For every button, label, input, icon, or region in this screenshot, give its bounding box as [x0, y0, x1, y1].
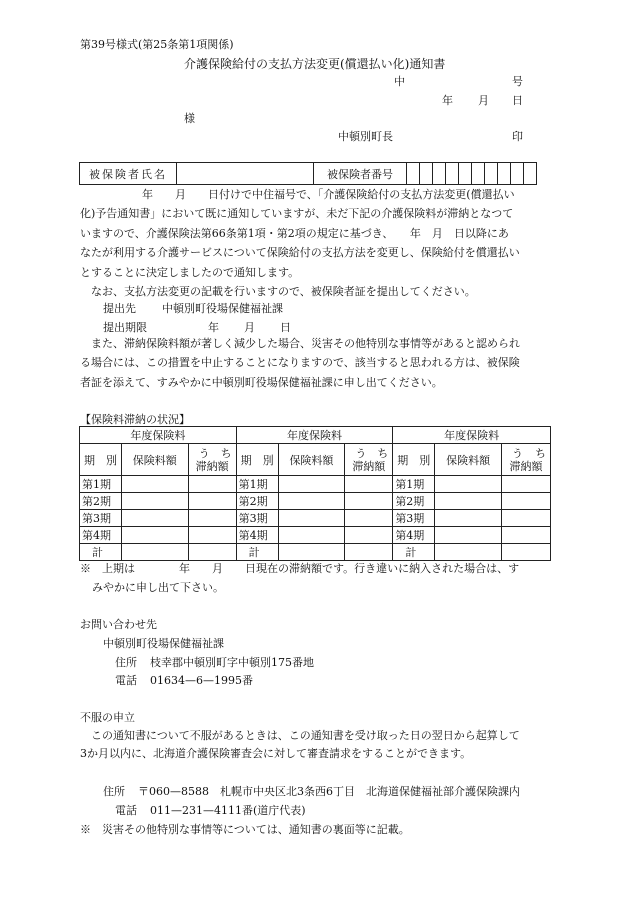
- insured-number-digit: [407, 163, 420, 185]
- period-label: 第3期: [236, 510, 278, 527]
- document-title: 介護保険給付の支払方法変更(償還払い化)通知書: [184, 57, 446, 71]
- appeal-heading: 不服の申立: [80, 711, 135, 724]
- period-label: 第2期: [80, 493, 122, 510]
- deadline-day: 日: [280, 321, 291, 334]
- col-premium-amount: 保険料額: [121, 444, 188, 476]
- fiscal-year-header: 年度保険料: [80, 427, 237, 444]
- notice-line: いますので、介護保険法第66条第1項・第2項の規定に基づき、 年 月 日以降にあ: [80, 226, 509, 240]
- total-row: [80, 544, 551, 561]
- insured-name-label: 被保険者氏名: [80, 163, 177, 185]
- insured-number-digit: [420, 163, 433, 185]
- arrears-table: [79, 426, 551, 561]
- appeal-address: 〒060—8588 札幌市中央区北3条西6丁目 北海道保健福祉部介護保険課内: [138, 785, 520, 798]
- period-label: 第3期: [393, 510, 435, 527]
- col-period: 期 別: [393, 444, 435, 476]
- insured-info-table: [79, 162, 537, 185]
- notice-line: 年 月 日付けで中住福号で、「介護保険給付の支払方法変更(償還払い: [142, 188, 515, 201]
- date-year: 年: [442, 94, 453, 107]
- insured-number-digit: [498, 163, 511, 185]
- col-arrears-amount: う ち 滞納額: [188, 444, 236, 476]
- appeal-text-continued: 3か月以内に、北海道介護保険審査会に対して審査請求をすることができます。: [80, 747, 472, 760]
- arrears-note: ※ 上期は 年 月 日現在の滞納額です。行き違いに納入された場合は、す: [80, 562, 520, 575]
- notice-line: とすることに決定しましたので通知します。: [80, 265, 300, 279]
- appeal-phone-label: 電話: [115, 804, 137, 817]
- notice-paragraph: [80, 185, 548, 301]
- period-label: 第1期: [236, 476, 278, 493]
- period-label: 第2期: [393, 493, 435, 510]
- notice-line: なたが利用する介護サービスについて保険給付の支払方法を変更し、保険給付を償還払い: [80, 246, 520, 260]
- deadline-year: 年: [208, 321, 219, 334]
- insured-number-digit: [472, 163, 485, 185]
- appeal-text: この通知書について不服があるときは、この通知書を受け取った日の翌日から起算して: [91, 729, 520, 742]
- contact-heading: お問い合わせ先: [80, 618, 157, 631]
- total-label: 計: [80, 544, 122, 561]
- period-label: 第2期: [236, 493, 278, 510]
- col-arrears-amount: う ち 滞納額: [501, 444, 550, 476]
- col-arrears-amount: う ち 滞納額: [345, 444, 393, 476]
- date-day: 日: [512, 94, 523, 107]
- doc-number-prefix: 中: [394, 75, 405, 88]
- appeal-address-label: 住所: [103, 785, 125, 798]
- insured-number-digit: [511, 163, 524, 185]
- contact-address-label: 住所: [115, 656, 137, 669]
- form-number: 第39号様式(第25条第1項関係): [80, 38, 234, 51]
- period-label: 第1期: [80, 476, 122, 493]
- fiscal-year-header: 年度保険料: [393, 427, 551, 444]
- table-row: [80, 493, 551, 510]
- fiscal-year-header: 年度保険料: [236, 427, 393, 444]
- col-premium-amount: 保険料額: [435, 444, 502, 476]
- deadline-month: 月: [244, 321, 255, 334]
- insured-name-field: [177, 163, 314, 185]
- appeal-phone: 011—231—4111番(道庁代表): [150, 804, 306, 817]
- insured-number-digit: [459, 163, 472, 185]
- contact-phone-label: 電話: [115, 674, 137, 687]
- submit-to-value: 中頓別町役場保健福祉課: [162, 302, 283, 315]
- table-row: [80, 476, 551, 493]
- cancellation-line: 者証を添えて、すみやかに中頓別町役場保健福祉課に申し出てください。: [80, 375, 443, 389]
- date-month: 月: [478, 94, 489, 107]
- submit-instruction: なお、支払方法変更の記載を行いますので、被保険者証を提出してください。: [91, 285, 476, 299]
- contact-address: 枝幸郡中頓別町字中頓別175番地: [150, 656, 314, 669]
- period-label: 第3期: [80, 510, 122, 527]
- table-row: [80, 510, 551, 527]
- table-row: [80, 527, 551, 544]
- contact-phone: 01634—6—1995番: [150, 674, 253, 687]
- insured-number-digit: [485, 163, 498, 185]
- col-period: 期 別: [80, 444, 122, 476]
- insured-number-label: 被保険者番号: [314, 163, 407, 185]
- contact-office: 中頓別町役場保健福祉課: [103, 637, 224, 650]
- period-label: 第4期: [80, 527, 122, 544]
- col-premium-amount: 保険料額: [278, 444, 345, 476]
- total-label: 計: [236, 544, 278, 561]
- cancellation-line: る場合には、この措置を中止することになりますので、該当すると思われる方は、被保険: [80, 356, 520, 370]
- cancellation-line: また、滞納保険料額が著しく減少した場合、災害その他特別な事情等があると認められ: [91, 337, 520, 350]
- arrears-section-title: 【保険料滞納の状況】: [80, 413, 190, 426]
- insured-number-digit: [446, 163, 459, 185]
- period-label: 第1期: [393, 476, 435, 493]
- submit-to-label: 提出先: [103, 302, 136, 315]
- issuer-name: 中頓別町長: [338, 130, 393, 143]
- notice-line: 化)予告通知書」において既に通知していますが、未だ下記の介護保険料が滞納となつて: [80, 207, 514, 221]
- footnote: ※ 災害その他特別な事情等については、通知書の裏面等に記載。: [80, 823, 410, 836]
- period-label: 第4期: [393, 527, 435, 544]
- period-label: 第4期: [236, 527, 278, 544]
- total-label: 計: [393, 544, 435, 561]
- addressee-honorific: 様: [184, 112, 195, 125]
- insured-number-digit: [433, 163, 446, 185]
- insured-number-digit: [524, 163, 537, 185]
- doc-number-suffix: 号: [512, 75, 523, 88]
- col-period: 期 別: [236, 444, 278, 476]
- seal-mark: 印: [512, 130, 523, 143]
- arrears-note-continued: みやかに申し出て下さい。: [92, 581, 224, 594]
- deadline-label: 提出期限: [103, 321, 147, 334]
- cancellation-paragraph: [80, 334, 548, 392]
